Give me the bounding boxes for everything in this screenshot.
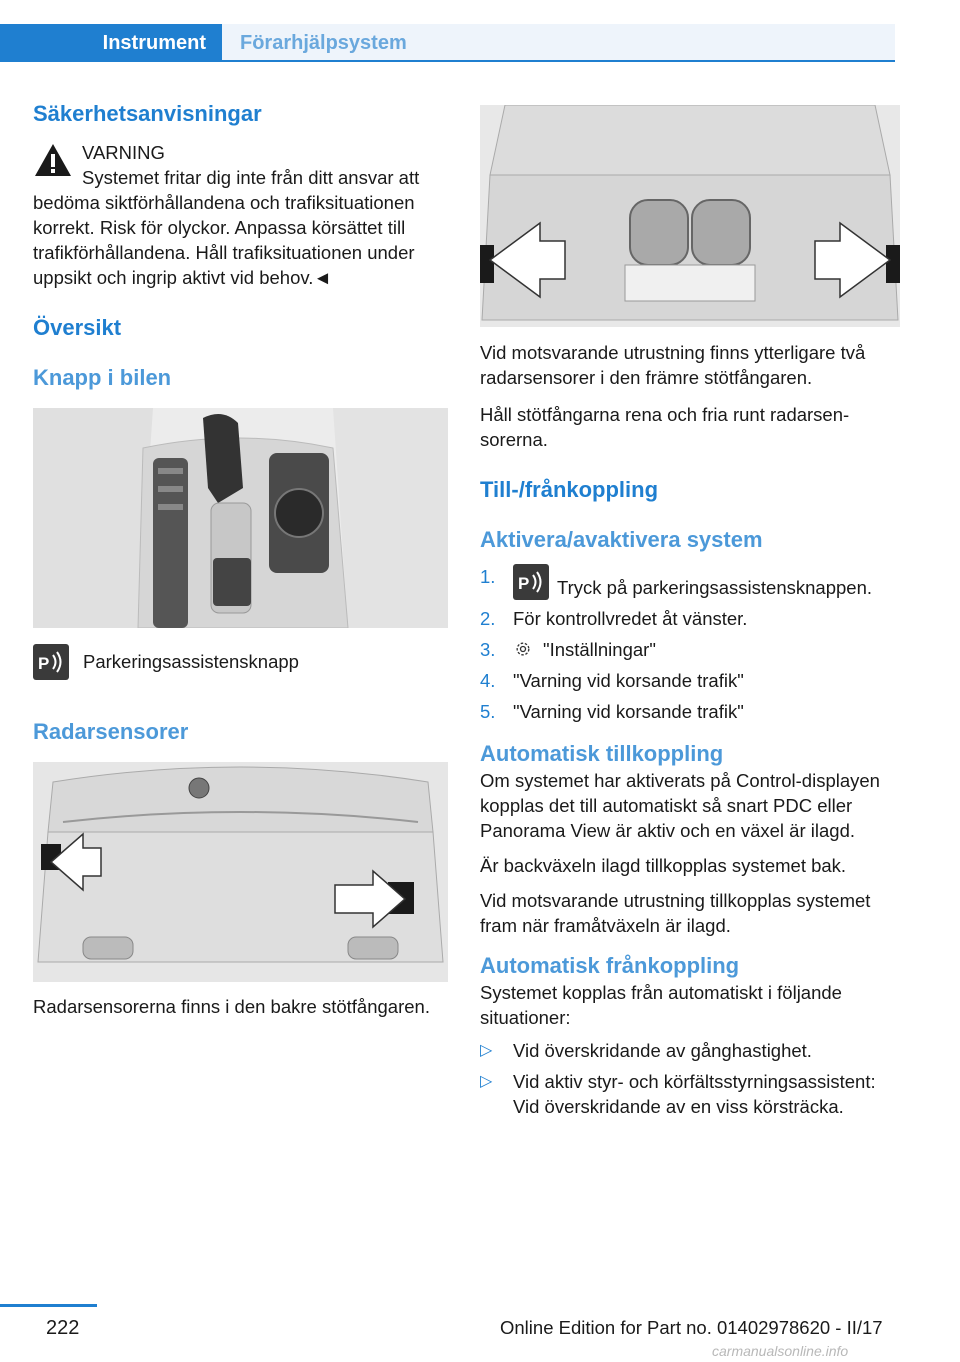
button-heading: Knapp i bilen: [33, 365, 172, 390]
tab-underline: [0, 60, 895, 62]
front-car-illustration: [480, 105, 900, 327]
auto-on-text-2: Är backväxeln ilagd tillkopplas systemet bak.: [480, 855, 847, 876]
list-item: [480, 1069, 900, 1119]
auto-off-heading: Automatisk frånkoppling: [480, 953, 740, 978]
front-text-2: Håll stötfångarna rena och fria runt radarsensorerna.: [480, 404, 850, 450]
bullet-triangle-icon: ▷: [480, 1073, 493, 1090]
auto-on-heading: Automatisk tillkoppling: [480, 741, 724, 766]
radar-heading: Radarsensorer: [33, 719, 189, 744]
step-number: 4.: [480, 670, 496, 691]
footer-rule: [0, 1304, 97, 1307]
left-column: [33, 100, 448, 1019]
radar-text: Radarsensorerna finns i den bakre stötfångaren.: [33, 996, 430, 1017]
step-5: [480, 699, 900, 724]
svg-text:P: P: [38, 654, 50, 673]
step-2: [480, 606, 900, 631]
front-text-1: Vid motsvarande utrustning finns ytterligare två radarsensorer i den främre stötfångaren.: [480, 342, 866, 388]
overview-heading: Översikt: [33, 315, 122, 340]
auto-on-text-3: Vid motsvarande utrustning tillkopplas systemet fram när framåtväxeln är ilagd.: [480, 890, 871, 936]
warning-title: VARNING: [82, 142, 165, 163]
edition-text: Online Edition for Part no. 01402978620 - II/17: [500, 1317, 883, 1338]
step-number: 1.: [480, 566, 496, 587]
auto-on-text-1: Om systemet har aktiverats på Control-displayen kopplas det till automatiskt så snart PDC eller Panorama View är aktiv och en växel är ilagd.: [480, 770, 880, 841]
step-text: P Tryck på parkeringsassistensknappen.: [513, 564, 872, 600]
page-number: 222: [46, 1317, 80, 1339]
step-number: 5.: [480, 701, 496, 722]
step-text: "Varning vid korsande trafik": [513, 670, 744, 691]
front-bumper-photo: [480, 105, 900, 327]
step-3: [480, 637, 900, 662]
activation-steps: [480, 564, 900, 724]
parking-assist-icon: [33, 644, 69, 680]
svg-text:P: P: [518, 574, 530, 593]
step-4: [480, 668, 900, 693]
step-1: [480, 564, 900, 600]
warning-block: [33, 140, 448, 290]
warning-triangle-icon: [33, 142, 73, 180]
tab-instrument[interactable]: Instrument: [0, 24, 222, 62]
step-text: För kontrollvredet åt vänster.: [513, 608, 748, 629]
list-item-text: Vid överskridande av gånghastighet.: [513, 1040, 812, 1061]
rear-bumper-photo: [33, 762, 448, 982]
auto-off-text: Systemet kopplas från automatiskt i följande situationer:: [480, 982, 842, 1028]
tab-forarhjalpsystem[interactable]: Förarhjälpsystem: [222, 24, 895, 62]
watermark: carmanualsonline.info: [712, 1343, 849, 1359]
bullet-triangle-icon: ▷: [480, 1042, 493, 1059]
gear-icon: [513, 639, 533, 659]
activate-heading: Aktivera/avaktivera system: [480, 527, 763, 552]
button-caption: Parkeringsassistensknapp: [83, 651, 299, 672]
rear-car-illustration: [33, 762, 448, 982]
center-console-illustration: [33, 408, 448, 628]
step-number: 3.: [480, 639, 496, 660]
toggle-heading: Till-/frånkoppling: [480, 477, 659, 502]
list-item-text: Vid aktiv styr- och körfältsstyrningsassistent: Vid överskridande av en viss körsträcka.: [513, 1071, 876, 1117]
list-item: [480, 1038, 900, 1063]
console-photo: [33, 408, 448, 628]
step-number: 2.: [480, 608, 496, 629]
header-tabs: [0, 24, 895, 62]
step-text: "Inställningar": [513, 637, 656, 662]
warning-text: Systemet fritar dig inte från ditt ansvar att bedöma siktförhållandena och trafiksituationen korrekt. Risk för olyckor. Anpassa körsättet till trafikförhållandena. Håll trafiksituationen under uppsikt och ingrip aktivt vid behov.◄: [33, 167, 420, 288]
button-caption-row: [33, 644, 448, 680]
right-column: [480, 105, 900, 1125]
safety-heading: Säkerhetsanvisningar: [33, 101, 262, 126]
auto-off-list: [480, 1038, 900, 1119]
step-text: "Varning vid korsande trafik": [513, 701, 744, 722]
parking-assist-icon: [513, 564, 549, 600]
